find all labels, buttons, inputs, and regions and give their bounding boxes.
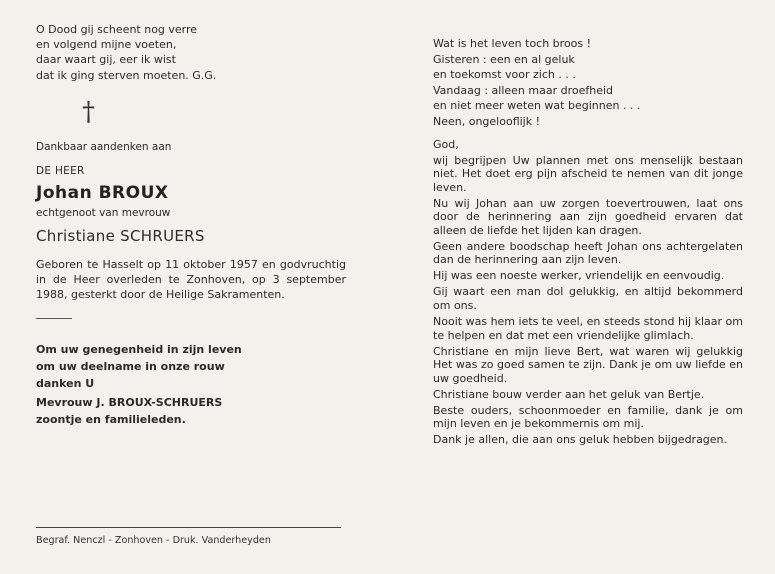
prayer-paragraph: God, (433, 137, 459, 151)
prayer-paragraph: wij begrijpen Uw plannen met ons menselijk bestaan niet. Het doet erg pijn afscheid te nemen van dit jonge leven. (433, 153, 743, 194)
prayer-paragraph: Beste ouders, schoonmoeder en familie, dank je om mijn leven en je bekommernis om mij. (433, 403, 743, 431)
divider (36, 318, 72, 319)
poem-line: en toekomst voor zich . . . (433, 68, 576, 82)
acknowledgement-block (36, 341, 346, 428)
biography: Geboren te Hasselt op 11 oktober 1957 en godvruchtig in de Heer overleden te Zonhoven, op 3 september 1988, gesterkt door de Heilige Sakramenten. (36, 257, 346, 302)
printer-credit: Begraf. Nenczl - Zonhoven - Druk. Vanderheyden (36, 535, 271, 546)
prayer-paragraph: Dank je allen, die aan ons geluk hebben bijgedragen. (433, 433, 728, 447)
deceased-name: Johan BROUX (36, 182, 169, 203)
poem-line: Vandaag : alleen maar droefheid (433, 83, 614, 97)
poem-line: Wat is het leven toch broos ! (433, 37, 592, 50)
poem-line: daar waart gij, eer ik wist (36, 53, 176, 67)
poem-line: O Dood gij scheent nog verre (36, 23, 198, 36)
cross-icon: † (82, 96, 95, 127)
prayer-paragraph: Geen andere boodschap heeft Johan ons achtergelaten dan de herinnering aan zijn leven. (433, 239, 743, 267)
left-page (36, 22, 346, 428)
prayer-paragraph: Nu wij Johan aan uw zorgen toevertrouwen, laat ons door de herinnering aan zijn goedheid ervaren dat alleen de liefde het lijden kan dragen. (433, 196, 743, 237)
prayer-text (433, 138, 743, 447)
prayer-paragraph: Gij waart een man dol gelukkig, en altijd bekommerd om ons. (433, 285, 743, 313)
family-line: zoontje en familieleden. (36, 413, 186, 427)
ack-line: om uw deelname in onze rouw (36, 360, 225, 374)
poem-line: Neen, ongelooflijk ! (433, 114, 541, 128)
spouse-name: Christiane SCHRUERS (36, 226, 205, 245)
prayer-paragraph: Nooit was hem iets te veel, en steeds stond hij klaar om te helpen en dat met een vriendelijke glimlach. (433, 315, 743, 342)
opening-poem (36, 22, 346, 83)
poem-line: dat ik ging sterven moeten. G.G. (36, 68, 217, 82)
ack-line: Om uw genegenheid in zijn leven (36, 343, 242, 357)
spouse-label: echtgenoot van mevrouw (36, 206, 171, 219)
prayer-paragraph: Christiane bouw verder aan het geluk van Bertje. (433, 387, 705, 401)
right-poem (433, 36, 743, 130)
ack-line: danken U (36, 377, 95, 391)
remembrance-heading: Dankbaar aandenken aan (36, 140, 172, 153)
right-page (433, 36, 743, 449)
poem-line: en volgend mijne voeten, (36, 38, 177, 52)
prayer-paragraph: Hij was een noeste werker, vriendelijk en eenvoudig. (433, 269, 725, 283)
prayer-paragraph: Christiane en mijn lieve Bert, wat waren wij gelukkig Het was zo goed samen te zijn. Dank je om uw liefde en uw goedheid. (433, 344, 743, 385)
honorific: DE HEER (36, 164, 85, 177)
poem-line: Gisteren : een en al geluk (433, 52, 575, 66)
poem-line: en niet meer weten wat beginnen . . . (433, 99, 641, 113)
footer-rule (36, 527, 341, 528)
family-line: Mevrouw J. BROUX-SCHRUERS (36, 396, 223, 410)
